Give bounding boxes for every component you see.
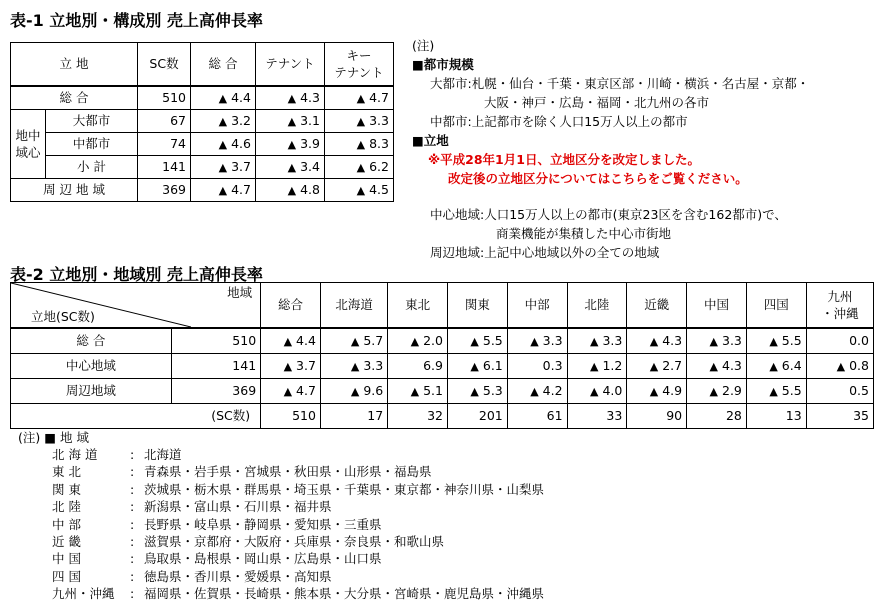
table-row [11,86,394,110]
region-name: 中 国 [52,551,81,567]
t2-corner-location: 立地(SC数) [31,308,95,324]
t1-key [325,110,394,133]
t2-cell [447,328,507,354]
triangle-icon: ▲ [589,334,599,348]
triangle-icon: ▲ [283,359,293,373]
t2-value: 6.1 [482,357,503,373]
t2-corner-region: 地域 [227,285,253,300]
t2-value: 3.3 [602,332,623,348]
t2-cell [388,328,448,354]
list-item [52,568,544,585]
t1-value: 3.4 [300,158,320,174]
t2-value: 5.7 [363,332,384,348]
notes-block [412,36,809,262]
big-city-line [412,74,809,93]
triangle-icon: ▲ [218,183,228,197]
t1-total [191,86,256,110]
t1-header-total: 総 合 [191,43,256,87]
mid-city-label: 中都市: [430,114,472,129]
table-row-sc-count [11,404,874,429]
t2-row-label: 中心地域 [11,354,172,379]
t1-group-char: 心 [28,145,41,160]
list-item [52,533,544,550]
triangle-icon: ▲ [356,114,366,128]
t1-sc: 510 [138,86,191,110]
triangle-icon: ▲ [589,359,599,373]
t2-sc-count: 61 [507,404,567,429]
triangle-icon: ▲ [218,114,228,128]
separator: : [130,481,135,497]
peripheral-label: 周辺地域: [430,245,485,260]
triangle-icon: ▲ [836,359,846,373]
t2-value: 4.0 [602,382,623,398]
t2-value: 5.5 [482,332,503,348]
t2-value: 1.2 [602,357,623,373]
t2-value: 4.3 [662,332,683,348]
t2-value: 5.3 [482,382,503,398]
t2-row-label: 周辺地域 [11,379,172,404]
t2-sc: 369 [171,379,260,404]
table2-title: 表-2 立地別・地域別 売上高伸長率 [10,265,263,284]
table1-title: 表-1 立地別・構成別 売上高伸長率 [10,11,263,30]
center-area-line [412,205,809,224]
region-prefectures: 新潟県・富山県・石川県・福井県 [144,499,332,515]
triangle-icon: ▲ [410,384,420,398]
triangle-icon: ▲ [218,160,228,174]
list-item [52,481,544,498]
triangle-icon: ▲ [283,334,293,348]
t2-value: 5.5 [781,382,802,398]
t2-value: 3.7 [296,357,316,373]
t2-value: 0.5 [849,382,869,398]
t1-key [325,179,394,202]
t1-value: 3.3 [369,112,389,128]
t2-cell [806,328,873,354]
t1-value: 6.2 [369,158,389,174]
t1-value: 3.9 [300,135,320,151]
separator: : [130,447,135,462]
t1-group-char: 域 [15,145,28,160]
region-name: 九州・沖縄 [52,586,115,602]
list-item [52,463,544,480]
t2-sc: 510 [171,328,260,354]
t2-cell [627,354,687,379]
t2-value: 4.9 [662,382,683,398]
table-row [11,179,394,202]
t2-col-header-line: 九州 [827,289,853,304]
t1-value: 4.4 [231,89,251,105]
t2-col-header-line: ・沖縄 [821,306,859,321]
t1-group-char: 地 [15,128,28,143]
region-name: 関 東 [52,481,81,497]
t2-cell [687,328,747,354]
t2-sc-count: 201 [447,404,507,429]
separator: : [130,499,135,515]
region-name: 北 海 道 [52,447,98,462]
t1-row-label: 大都市 [46,110,138,133]
center-label: 中心地域: [430,207,485,222]
region-notes-heading: (注) ■ 地 域 [18,430,89,445]
notes-heading: (注) [412,38,435,53]
region-prefectures: 長野県・岐阜県・静岡県・愛知県・三重県 [144,516,382,532]
t1-value: 4.3 [300,89,320,105]
table-row [11,110,394,133]
t2-cell [627,379,687,404]
t1-key [325,156,394,179]
t2-cell [687,379,747,404]
t2-value: 3.3 [542,332,563,348]
t2-col-header: 関東 [447,283,507,329]
revision-notice: ※平成28年1月1日、立地区分を改定しました。 [428,152,700,167]
table2 [10,282,874,429]
t2-cell [261,379,321,404]
t2-value: 3.3 [363,357,384,373]
t2-cell [746,379,806,404]
triangle-icon: ▲ [470,359,479,373]
t2-cell [261,328,321,354]
t2-cell [746,354,806,379]
t2-col-header [806,283,873,329]
peripheral-text: 上記中心地域以外の全ての地域 [484,245,660,260]
t1-value: 3.2 [231,112,251,128]
t2-value: 4.3 [722,357,742,373]
t2-value: 2.0 [423,332,443,348]
t2-cell [507,354,567,379]
separator: : [130,568,135,584]
t2-cell [567,379,627,404]
t1-value: 8.3 [369,135,389,151]
list-item [52,498,544,515]
t2-value: 5.1 [423,382,443,398]
triangle-icon: ▲ [530,334,539,348]
t2-sc-count: 13 [746,404,806,429]
triangle-icon: ▲ [649,334,659,348]
peripheral-area-line [412,243,809,262]
t2-sc-count: 32 [388,404,448,429]
t2-col-header: 中部 [507,283,567,329]
table-row [11,328,874,354]
t2-value: 4.2 [542,382,563,398]
region-name: 東 北 [52,464,81,480]
region-table [52,446,544,603]
t1-tenant [256,110,325,133]
t2-col-header: 近畿 [627,283,687,329]
t1-value: 4.7 [369,89,389,105]
triangle-icon: ▲ [287,137,297,151]
region-prefectures: 福岡県・佐賀県・長崎県・熊本県・大分県・宮崎県・鹿児島県・沖縄県 [144,586,545,602]
t1-total [191,110,256,133]
t2-value: 5.5 [781,332,802,348]
t1-value: 4.5 [369,181,389,197]
triangle-icon: ▲ [356,160,366,174]
table-row [11,379,874,404]
t1-total [191,179,256,202]
triangle-icon: ▲ [356,183,366,197]
triangle-icon: ▲ [350,384,360,398]
region-notes-list [52,446,544,603]
t2-cell [687,354,747,379]
t1-value: 3.1 [300,112,320,128]
triangle-icon: ▲ [649,384,659,398]
region-name: 四 国 [52,568,81,584]
t1-value: 3.7 [231,158,251,174]
revision-link[interactable]: 改定後の立地区分についてはこちらをご覧ください。 [448,171,748,186]
big-city-text: 札幌・仙台・千葉・東京区部・川崎・横浜・名古屋・京都・ [471,76,810,91]
triangle-icon: ▲ [350,359,360,373]
triangle-icon: ▲ [470,384,479,398]
t2-col-header: 中国 [687,283,747,329]
t2-sc-count: 35 [806,404,873,429]
t2-sc-count: 33 [567,404,627,429]
region-name: 北 陸 [52,499,81,515]
triangle-icon: ▲ [709,359,719,373]
t1-sc: 141 [138,156,191,179]
triangle-icon: ▲ [769,334,778,348]
triangle-icon: ▲ [709,384,719,398]
t1-header-key-1: キー [346,48,372,63]
triangle-icon: ▲ [287,114,297,128]
t1-tenant [256,156,325,179]
t2-value: 2.7 [662,357,683,373]
region-prefectures: 徳島県・香川県・愛媛県・高知県 [144,568,332,584]
t2-cell [627,328,687,354]
t2-corner-cell [11,283,261,329]
t2-cell [447,379,507,404]
t2-value: 6.9 [423,357,443,373]
t1-key [325,86,394,110]
t2-sc: 141 [171,354,260,379]
triangle-icon: ▲ [287,91,297,105]
t2-value: 3.3 [722,332,742,348]
triangle-icon: ▲ [287,160,297,174]
t2-value: 2.9 [722,382,742,398]
t1-header-key-tenant [325,43,394,87]
t2-sc-count: 90 [627,404,687,429]
t2-value: 9.6 [363,382,384,398]
t1-value: 4.8 [300,181,320,197]
t2-sc-count: 17 [320,404,387,429]
triangle-icon: ▲ [218,91,228,105]
region-prefectures: 滋賀県・京都府・大阪府・兵庫県・奈良県・和歌山県 [144,534,445,550]
triangle-icon: ▲ [287,183,297,197]
t2-row-label: 総 合 [11,328,172,354]
table-row [11,354,874,379]
t2-value: 0.0 [849,332,869,348]
t2-value: 0.3 [542,357,563,373]
region-prefectures: 青森県・岩手県・宮城県・秋田県・山形県・福島県 [144,464,432,480]
t2-cell [567,328,627,354]
t1-tenant [256,133,325,156]
t2-col-header: 東北 [388,283,448,329]
triangle-icon: ▲ [649,359,659,373]
t1-tenant [256,179,325,202]
triangle-icon: ▲ [218,137,228,151]
t2-value: 4.7 [296,382,316,398]
t2-cell [320,328,387,354]
location-title: ■立地 [412,133,449,148]
t2-col-header: 北海道 [320,283,387,329]
triangle-icon: ▲ [769,384,778,398]
t1-key [325,133,394,156]
t1-header-key-2: テナント [334,65,384,80]
triangle-icon: ▲ [356,137,366,151]
t2-cell [507,379,567,404]
separator: : [130,534,135,550]
t1-sc: 369 [138,179,191,202]
t2-cell [746,328,806,354]
separator: : [130,551,135,567]
t2-col-header: 四国 [746,283,806,329]
t2-col-header: 北陸 [567,283,627,329]
region-name: 近 畿 [52,534,81,550]
t2-cell [507,328,567,354]
triangle-icon: ▲ [410,334,420,348]
t2-cell [320,379,387,404]
t1-row-label: 中都市 [46,133,138,156]
triangle-icon: ▲ [589,384,599,398]
t1-group-label [11,110,46,179]
t1-header-location: 立 地 [11,43,138,87]
triangle-icon: ▲ [470,334,479,348]
t2-cell [320,354,387,379]
region-prefectures: 鳥取県・島根県・岡山県・広島県・山口県 [144,551,382,567]
list-item [52,550,544,567]
t1-tenant [256,86,325,110]
center-area-line-2: 商業機能が集積した中心市街地 [496,226,672,241]
region-prefectures: 茨城県・栃木県・群馬県・埼玉県・千葉県・東京都・神奈川県・山梨県 [144,481,545,497]
t1-value: 4.6 [231,135,251,151]
separator: : [130,464,135,480]
t2-cell [447,354,507,379]
t1-header-tenant: テナント [256,43,325,87]
mid-city-text: 上記都市を除く人口15万人以上の都市 [471,114,688,129]
separator: : [130,586,135,602]
t2-value: 6.4 [781,357,802,373]
t1-row-label: 総 合 [11,86,138,110]
t2-cell [261,354,321,379]
table-row [11,133,394,156]
region-name: 中 部 [52,516,81,532]
t2-value: 4.4 [296,332,316,348]
triangle-icon: ▲ [350,334,360,348]
t1-value: 4.7 [231,181,251,197]
t2-cell [567,354,627,379]
list-item [52,516,544,533]
center-text: 人口15万人以上の都市(東京23区を含む162都市)で、 [484,207,787,222]
t1-total [191,156,256,179]
t2-cell [806,379,873,404]
t2-cell [388,354,448,379]
big-city-line-2: 大阪・神戸・広島・福岡・北九州の各市 [484,95,710,110]
t1-row-label: 小 計 [46,156,138,179]
region-prefectures: 北海道 [144,447,182,462]
city-size-title: ■都市規模 [412,57,474,72]
triangle-icon: ▲ [769,359,778,373]
t2-sc-count: 510 [261,404,321,429]
t2-cell [388,379,448,404]
mid-city-line [412,112,809,131]
separator: : [130,516,135,532]
t2-cell [806,354,873,379]
t1-header-sc: SC数 [138,43,191,87]
t2-value: 0.8 [849,357,869,373]
triangle-icon: ▲ [530,384,539,398]
list-item [52,585,544,602]
triangle-icon: ▲ [283,384,293,398]
t1-row-label: 周 辺 地 域 [11,179,138,202]
t2-col-header: 総合 [261,283,321,329]
big-city-label: 大都市: [430,76,472,91]
table1 [10,42,394,202]
t1-sc: 74 [138,133,191,156]
t1-total [191,133,256,156]
t2-sc-row-label: (SC数) [11,404,261,429]
triangle-icon: ▲ [356,91,366,105]
t1-sc: 67 [138,110,191,133]
list-item [52,446,544,463]
triangle-icon: ▲ [709,334,719,348]
table-row [11,156,394,179]
t2-sc-count: 28 [687,404,747,429]
t1-group-char: 中 [28,128,41,143]
